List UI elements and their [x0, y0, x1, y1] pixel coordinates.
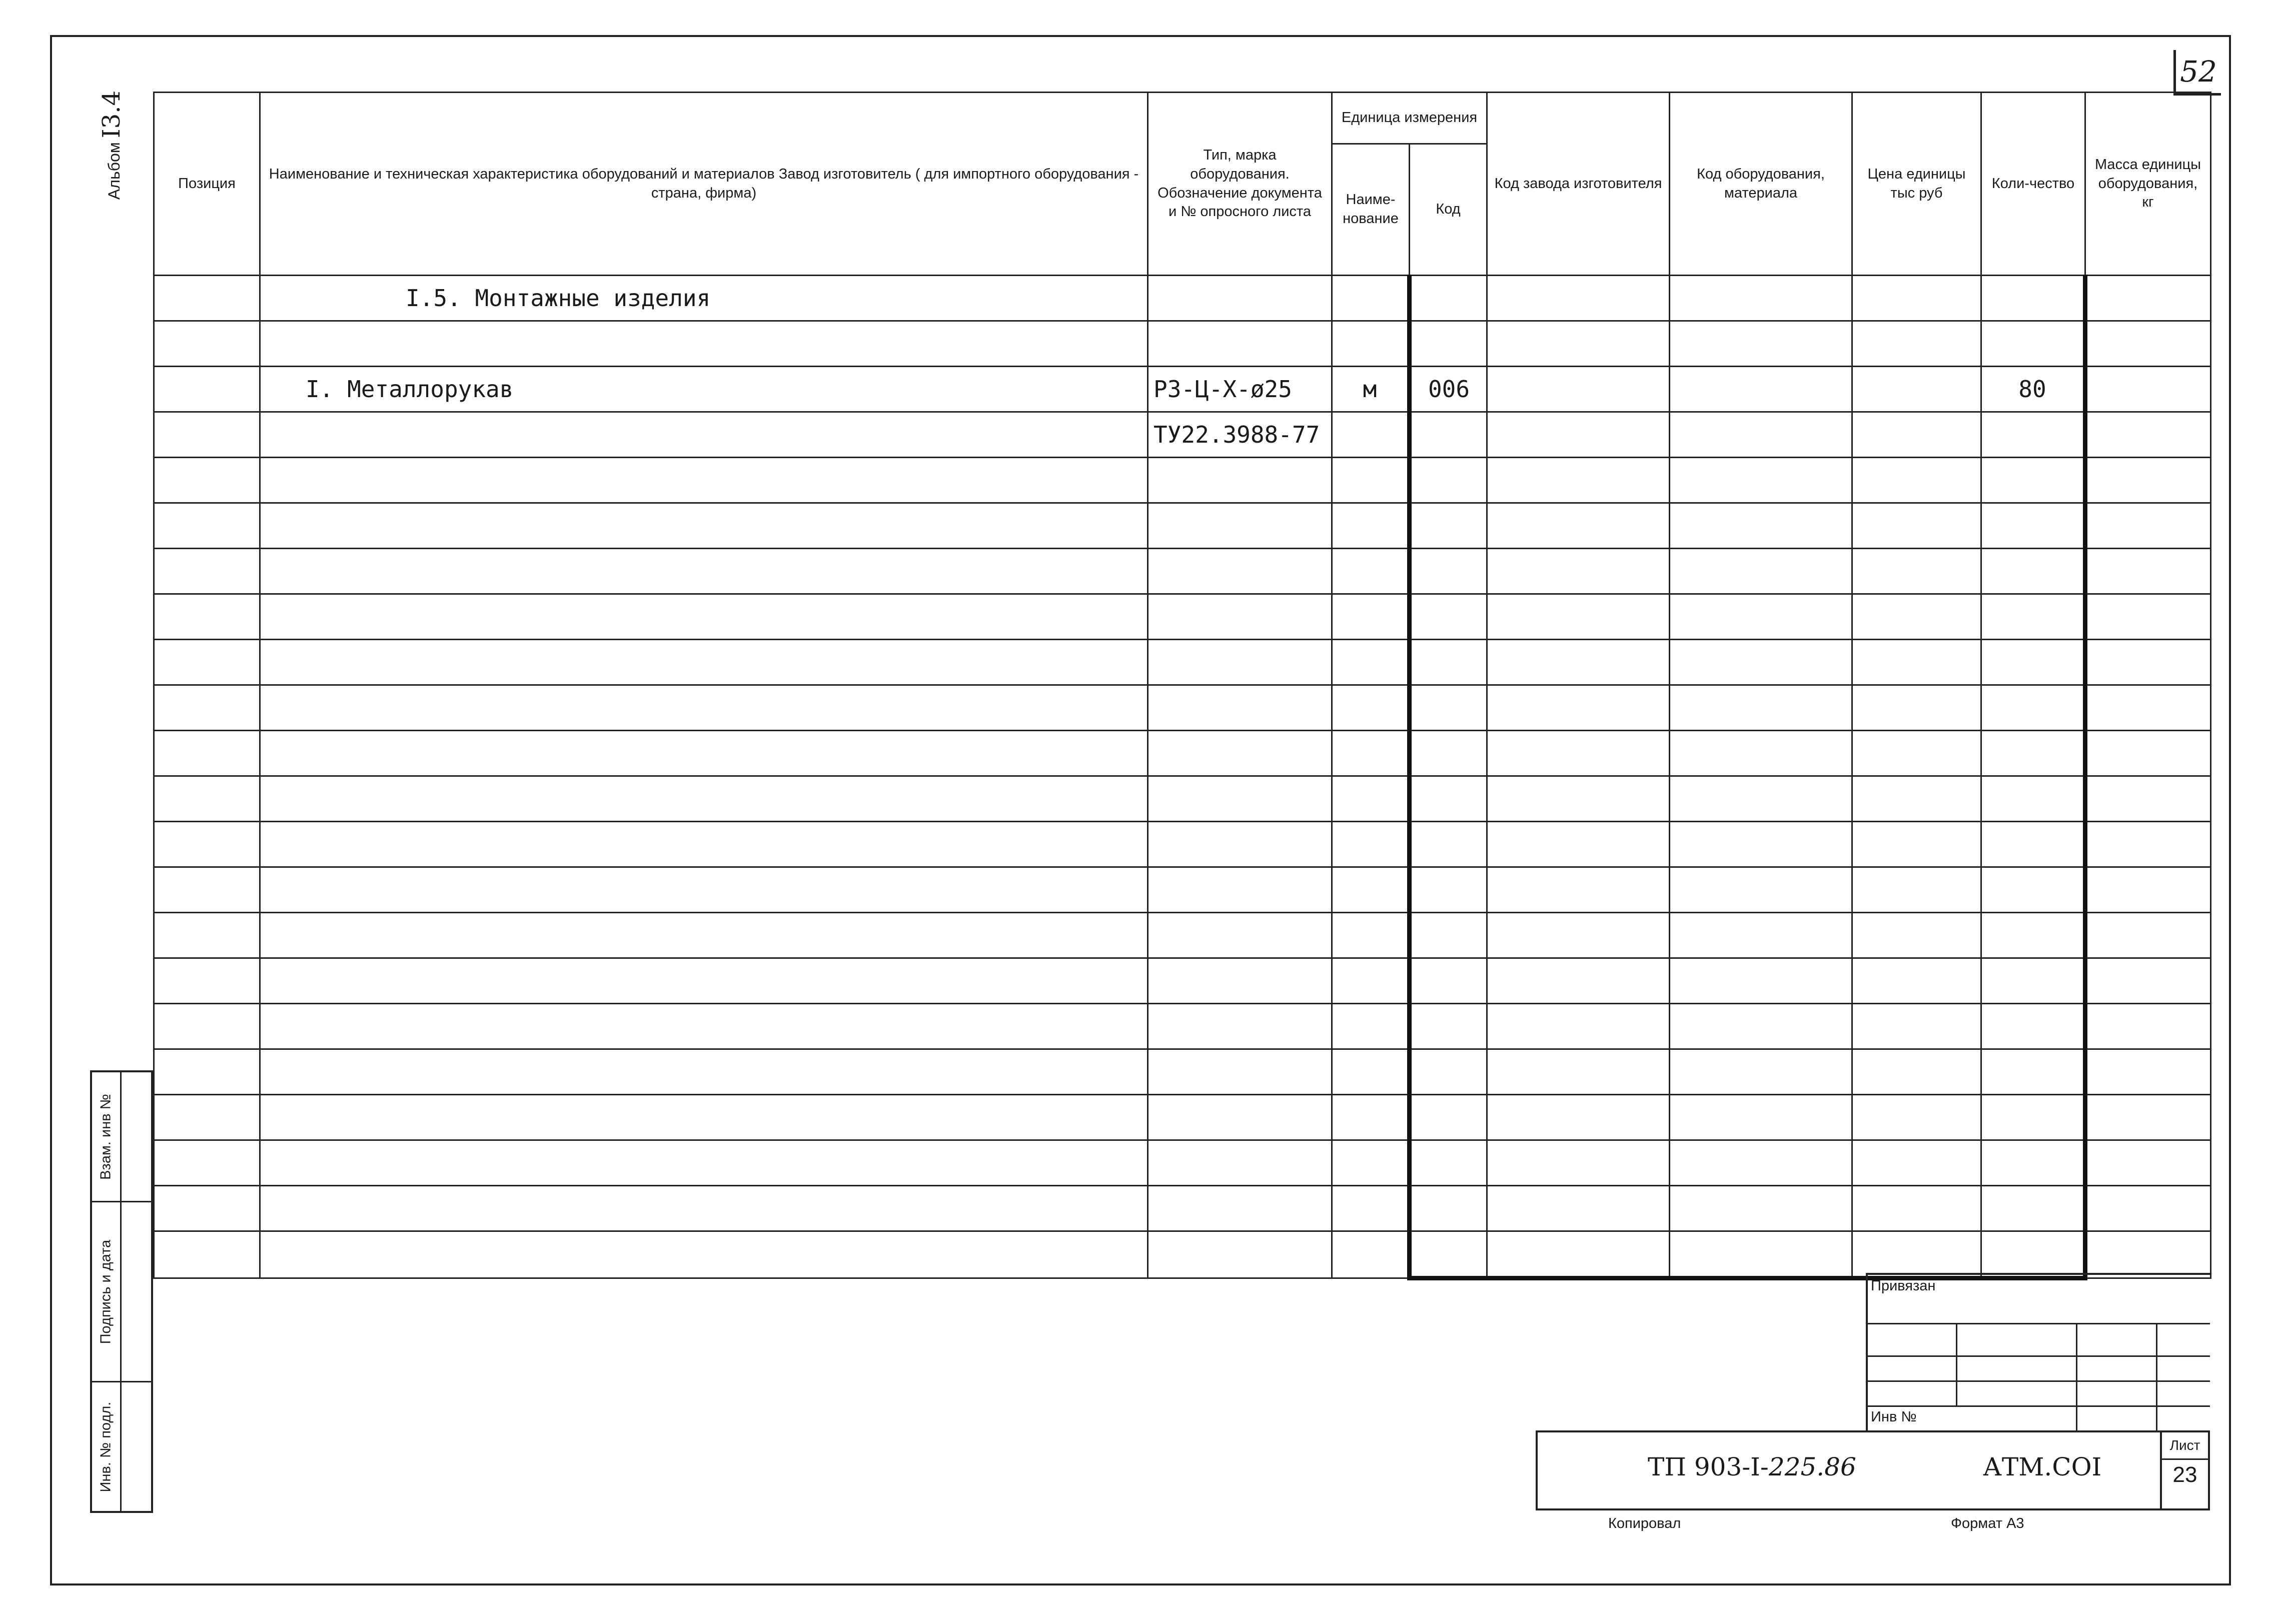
cell-unit-code: 006: [1410, 367, 1487, 412]
cell-mass: [2085, 549, 2211, 594]
linked-block-inv: Инв №: [1871, 1409, 1917, 1425]
cell-factory-code: [1487, 731, 1670, 776]
table-row: [154, 822, 2211, 867]
table-row: [154, 958, 2211, 1004]
cell-factory-code: [1487, 776, 1670, 822]
cell-position: [154, 594, 260, 640]
cell-unit-name: м: [1332, 367, 1410, 412]
cell-price: [1852, 1004, 1981, 1049]
cell-name: [260, 1140, 1148, 1186]
cell-quantity: [1981, 458, 2085, 503]
cell-quantity: [1981, 549, 2085, 594]
cell-equipment-code: [1670, 685, 1852, 731]
cell-equipment-code: [1670, 549, 1852, 594]
copied-by-label: Копировал: [1608, 1515, 1681, 1531]
header-factory-code: Код завода изготовителя: [1487, 93, 1670, 276]
project-code-number: 225.86: [1768, 1452, 1856, 1481]
cell-name: [260, 1049, 1148, 1095]
table-row: [154, 1231, 2211, 1278]
cell-unit-name: [1332, 412, 1410, 458]
cell-quantity: [1981, 594, 2085, 640]
cell-factory-code: [1487, 1231, 1670, 1278]
cell-unit-code: [1410, 458, 1487, 503]
cell-mass: [2085, 1049, 2211, 1095]
side-label-signature: Подпись и дата: [98, 1239, 114, 1344]
cell-position: [154, 1186, 260, 1231]
cell-position: [154, 685, 260, 731]
document-code: АТМ.СОI: [1983, 1452, 2102, 1481]
cell-type: [1148, 549, 1332, 594]
cell-unit-code: [1410, 731, 1487, 776]
cell-unit-code: [1410, 776, 1487, 822]
cell-type: [1148, 276, 1332, 321]
cell-equipment-code: [1670, 594, 1852, 640]
cell-unit-code: [1410, 1095, 1487, 1140]
cell-equipment-code: [1670, 731, 1852, 776]
cell-quantity: [1981, 1095, 2085, 1140]
linked-block-line: [1956, 1323, 1957, 1405]
cell-mass: [2085, 822, 2211, 867]
cell-position: [154, 1231, 260, 1278]
cell-equipment-code: [1670, 1004, 1852, 1049]
cell-name: [260, 503, 1148, 549]
cell-mass: [2085, 640, 2211, 685]
cell-name: [260, 321, 1148, 367]
cell-factory-code: [1487, 594, 1670, 640]
cell-unit-name: [1332, 1186, 1410, 1231]
cell-unit-name: [1332, 1095, 1410, 1140]
table-row: [154, 458, 2211, 503]
cell-name: [260, 867, 1148, 913]
cell-quantity: [1981, 412, 2085, 458]
cell-unit-code: [1410, 1049, 1487, 1095]
cell-factory-code: [1487, 913, 1670, 958]
cell-position: [154, 640, 260, 685]
cell-type: [1148, 776, 1332, 822]
cell-equipment-code: [1670, 640, 1852, 685]
cell-mass: [2085, 776, 2211, 822]
side-cell-original: [92, 1382, 151, 1511]
cell-type: [1148, 867, 1332, 913]
cell-position: [154, 321, 260, 367]
cell-quantity: [1981, 1140, 2085, 1186]
cell-mass: [2085, 412, 2211, 458]
header-unit: Единица измерения: [1332, 93, 1487, 144]
table-row: [154, 503, 2211, 549]
table-row: [154, 594, 2211, 640]
cell-quantity: 80: [1981, 367, 2085, 412]
cell-quantity: [1981, 685, 2085, 731]
cell-position: [154, 913, 260, 958]
table-row: [154, 1004, 2211, 1049]
cell-unit-code: [1410, 913, 1487, 958]
cell-position: [154, 1095, 260, 1140]
cell-type: [1148, 1095, 1332, 1140]
page-number: 52: [2173, 50, 2221, 96]
cell-name: [260, 1186, 1148, 1231]
cell-factory-code: [1487, 412, 1670, 458]
album-label: [98, 70, 138, 220]
cell-mass: [2085, 913, 2211, 958]
linked-block: [1866, 1273, 2210, 1438]
cell-position: [154, 822, 260, 867]
header-unit-name: Наиме-нование: [1332, 144, 1410, 276]
header-mass: Масса единицы оборудования, кг: [2085, 93, 2211, 276]
cell-mass: [2085, 1186, 2211, 1231]
table-row: [154, 367, 2211, 412]
cell-type: [1148, 731, 1332, 776]
table-row: [154, 640, 2211, 685]
cell-position: [154, 367, 260, 412]
cell-type: [1148, 1186, 1332, 1231]
cell-unit-code: [1410, 958, 1487, 1004]
cell-factory-code: [1487, 685, 1670, 731]
cell-type: [1148, 640, 1332, 685]
cell-unit-name: [1332, 867, 1410, 913]
cell-type: [1148, 1004, 1332, 1049]
cell-name: I. Металлорукав: [260, 367, 1148, 412]
table-row: [154, 685, 2211, 731]
cell-unit-name: [1332, 685, 1410, 731]
cell-quantity: [1981, 731, 2085, 776]
cell-price: [1852, 1231, 1981, 1278]
sheet-box: [2160, 1432, 2208, 1508]
cell-factory-code: [1487, 367, 1670, 412]
cell-position: [154, 958, 260, 1004]
cell-factory-code: [1487, 640, 1670, 685]
table-row: [154, 321, 2211, 367]
cell-equipment-code: [1670, 1231, 1852, 1278]
cell-type: [1148, 594, 1332, 640]
cell-quantity: [1981, 1004, 2085, 1049]
cell-price: [1852, 458, 1981, 503]
cell-position: [154, 867, 260, 913]
specification-rows: [154, 276, 2211, 1278]
cell-unit-name: [1332, 640, 1410, 685]
cell-mass: [2085, 594, 2211, 640]
cell-unit-code: [1410, 276, 1487, 321]
table-row: [154, 1186, 2211, 1231]
table-row: [154, 276, 2211, 321]
cell-factory-code: [1487, 822, 1670, 867]
side-label-interchange: Взам. инв №: [98, 1093, 114, 1180]
cell-equipment-code: [1670, 367, 1852, 412]
side-stamp: [90, 1070, 153, 1513]
cell-equipment-code: [1670, 412, 1852, 458]
format-label: Формат А3: [1951, 1515, 2024, 1531]
sheet-label: Лист: [2162, 1432, 2208, 1460]
cell-price: [1852, 640, 1981, 685]
cell-equipment-code: [1670, 1186, 1852, 1231]
cell-price: [1852, 276, 1981, 321]
album-number: I3.4: [98, 90, 126, 139]
sheet-value: 23: [2172, 1462, 2197, 1487]
cell-name: I.5. Монтажные изделия: [260, 276, 1148, 321]
side-label-original: Инв. № подл.: [98, 1401, 114, 1492]
cell-position: [154, 549, 260, 594]
cell-unit-name: [1332, 594, 1410, 640]
cell-type: [1148, 822, 1332, 867]
cell-equipment-code: [1670, 321, 1852, 367]
cell-unit-name: [1332, 276, 1410, 321]
cell-mass: [2085, 367, 2211, 412]
cell-name: [260, 913, 1148, 958]
project-code: [1648, 1452, 1856, 1481]
cell-mass: [2085, 1004, 2211, 1049]
linked-block-line: [1866, 1355, 2210, 1357]
cell-name: [260, 822, 1148, 867]
cell-price: [1852, 1095, 1981, 1140]
cell-quantity: [1981, 1049, 2085, 1095]
table-row: [154, 1095, 2211, 1140]
table-row: [154, 731, 2211, 776]
header-equipment-code: Код оборудования, материала: [1670, 93, 1852, 276]
album-label-text: Альбом: [105, 142, 123, 200]
cell-price: [1852, 867, 1981, 913]
cell-name: [260, 685, 1148, 731]
cell-price: [1852, 412, 1981, 458]
cell-name: [260, 1004, 1148, 1049]
linked-block-line: [1866, 1273, 2210, 1275]
table-row: [154, 412, 2211, 458]
cell-quantity: [1981, 822, 2085, 867]
header-price: Цена единицы тыс руб: [1852, 93, 1981, 276]
cell-unit-name: [1332, 776, 1410, 822]
header-type: Тип, марка оборудования. Обозначение документа и № опросного листа: [1148, 93, 1332, 276]
cell-mass: [2085, 685, 2211, 731]
cell-position: [154, 731, 260, 776]
cell-price: [1852, 1140, 1981, 1186]
cell-unit-name: [1332, 1004, 1410, 1049]
cell-factory-code: [1487, 1095, 1670, 1140]
cell-mass: [2085, 276, 2211, 321]
cell-unit-name: [1332, 731, 1410, 776]
table-row: [154, 867, 2211, 913]
side-cell-interchange: [92, 1072, 151, 1202]
linked-block-line: [1866, 1380, 2210, 1382]
cell-mass: [2085, 321, 2211, 367]
cell-position: [154, 1049, 260, 1095]
cell-equipment-code: [1670, 913, 1852, 958]
specification-table: [153, 92, 2211, 1280]
cell-quantity: [1981, 958, 2085, 1004]
cell-unit-name: [1332, 958, 1410, 1004]
cell-unit-code: [1410, 1140, 1487, 1186]
cell-unit-name: [1332, 321, 1410, 367]
cell-name: [260, 549, 1148, 594]
table-row: [154, 1049, 2211, 1095]
cell-quantity: [1981, 1231, 2085, 1278]
cell-quantity: [1981, 776, 2085, 822]
linked-block-line: [2076, 1323, 2077, 1430]
cell-mass: [2085, 1231, 2211, 1278]
table-row: [154, 776, 2211, 822]
cell-type: РЗ-Ц-Х-ø25: [1148, 367, 1332, 412]
linked-block-line: [1866, 1323, 2210, 1324]
cell-unit-name: [1332, 503, 1410, 549]
cell-quantity: [1981, 640, 2085, 685]
cell-price: [1852, 594, 1981, 640]
cell-unit-name: [1332, 1049, 1410, 1095]
cell-unit-name: [1332, 1231, 1410, 1278]
cell-factory-code: [1487, 958, 1670, 1004]
cell-position: [154, 1140, 260, 1186]
cell-factory-code: [1487, 549, 1670, 594]
cell-type: [1148, 1049, 1332, 1095]
project-code-prefix: ТП 903-I-: [1648, 1452, 1769, 1481]
cell-equipment-code: [1670, 1140, 1852, 1186]
cell-type: [1148, 321, 1332, 367]
cell-price: [1852, 776, 1981, 822]
cell-name: [260, 731, 1148, 776]
cell-factory-code: [1487, 1186, 1670, 1231]
cell-equipment-code: [1670, 867, 1852, 913]
cell-equipment-code: [1670, 776, 1852, 822]
cell-unit-code: [1410, 640, 1487, 685]
cell-factory-code: [1487, 867, 1670, 913]
table-row: [154, 549, 2211, 594]
cell-type: [1148, 1140, 1332, 1186]
cell-name: [260, 958, 1148, 1004]
cell-equipment-code: [1670, 1095, 1852, 1140]
cell-factory-code: [1487, 1004, 1670, 1049]
cell-unit-code: [1410, 549, 1487, 594]
cell-mass: [2085, 458, 2211, 503]
cell-unit-name: [1332, 549, 1410, 594]
cell-unit-name: [1332, 1140, 1410, 1186]
cell-unit-code: [1410, 1186, 1487, 1231]
cell-unit-code: [1410, 867, 1487, 913]
cell-price: [1852, 1186, 1981, 1231]
cell-position: [154, 458, 260, 503]
header-name: Наименование и техническая характеристика оборудований и материалов Завод изготовитель ( для импортного оборудования - страна, фирма): [260, 93, 1148, 276]
cell-type: [1148, 685, 1332, 731]
header-unit-code: Код: [1410, 144, 1487, 276]
cell-factory-code: [1487, 321, 1670, 367]
cell-type: ТУ22.3988-77: [1148, 412, 1332, 458]
cell-type: [1148, 913, 1332, 958]
cell-mass: [2085, 1140, 2211, 1186]
cell-position: [154, 776, 260, 822]
cell-mass: [2085, 867, 2211, 913]
cell-equipment-code: [1670, 503, 1852, 549]
cell-price: [1852, 913, 1981, 958]
cell-quantity: [1981, 1186, 2085, 1231]
cell-unit-code: [1410, 1004, 1487, 1049]
cell-equipment-code: [1670, 1049, 1852, 1095]
cell-equipment-code: [1670, 276, 1852, 321]
cell-price: [1852, 958, 1981, 1004]
cell-type: [1148, 458, 1332, 503]
cell-mass: [2085, 958, 2211, 1004]
cell-name: [260, 1095, 1148, 1140]
cell-unit-code: [1410, 1231, 1487, 1278]
linked-block-title: Привязан: [1871, 1278, 1936, 1294]
cell-position: [154, 503, 260, 549]
table-row: [154, 913, 2211, 958]
cell-quantity: [1981, 867, 2085, 913]
cell-price: [1852, 321, 1981, 367]
header-position: Позиция: [154, 93, 260, 276]
cell-unit-code: [1410, 685, 1487, 731]
cell-position: [154, 276, 260, 321]
cell-factory-code: [1487, 458, 1670, 503]
cell-unit-name: [1332, 458, 1410, 503]
cell-unit-code: [1410, 412, 1487, 458]
cell-price: [1852, 367, 1981, 412]
cell-price: [1852, 822, 1981, 867]
cell-price: [1852, 731, 1981, 776]
side-cell-signature: [92, 1202, 151, 1382]
cell-factory-code: [1487, 1140, 1670, 1186]
cell-quantity: [1981, 276, 2085, 321]
cell-price: [1852, 1049, 1981, 1095]
cell-name: [260, 776, 1148, 822]
cell-unit-code: [1410, 594, 1487, 640]
cell-unit-name: [1332, 913, 1410, 958]
cell-quantity: [1981, 913, 2085, 958]
cell-mass: [2085, 1095, 2211, 1140]
cell-factory-code: [1487, 503, 1670, 549]
cell-mass: [2085, 731, 2211, 776]
cell-price: [1852, 549, 1981, 594]
cell-price: [1852, 503, 1981, 549]
cell-quantity: [1981, 321, 2085, 367]
cell-type: [1148, 503, 1332, 549]
cell-price: [1852, 685, 1981, 731]
cell-factory-code: [1487, 276, 1670, 321]
cell-equipment-code: [1670, 822, 1852, 867]
cell-factory-code: [1487, 1049, 1670, 1095]
cell-position: [154, 1004, 260, 1049]
cell-mass: [2085, 503, 2211, 549]
cell-quantity: [1981, 503, 2085, 549]
header-quantity: Коли-чество: [1981, 93, 2085, 276]
cell-unit-code: [1410, 321, 1487, 367]
linked-block-line: [2156, 1323, 2157, 1430]
cell-type: [1148, 958, 1332, 1004]
cell-name: [260, 594, 1148, 640]
table-row: [154, 1140, 2211, 1186]
cell-unit-code: [1410, 822, 1487, 867]
cell-unit-code: [1410, 503, 1487, 549]
cell-unit-name: [1332, 822, 1410, 867]
cell-equipment-code: [1670, 458, 1852, 503]
cell-name: [260, 458, 1148, 503]
title-block: [1536, 1430, 2210, 1510]
linked-block-line: [1866, 1405, 2210, 1407]
cell-type: [1148, 1231, 1332, 1278]
cell-equipment-code: [1670, 958, 1852, 1004]
cell-name: [260, 412, 1148, 458]
cell-position: [154, 412, 260, 458]
cell-name: [260, 1231, 1148, 1278]
cell-name: [260, 640, 1148, 685]
